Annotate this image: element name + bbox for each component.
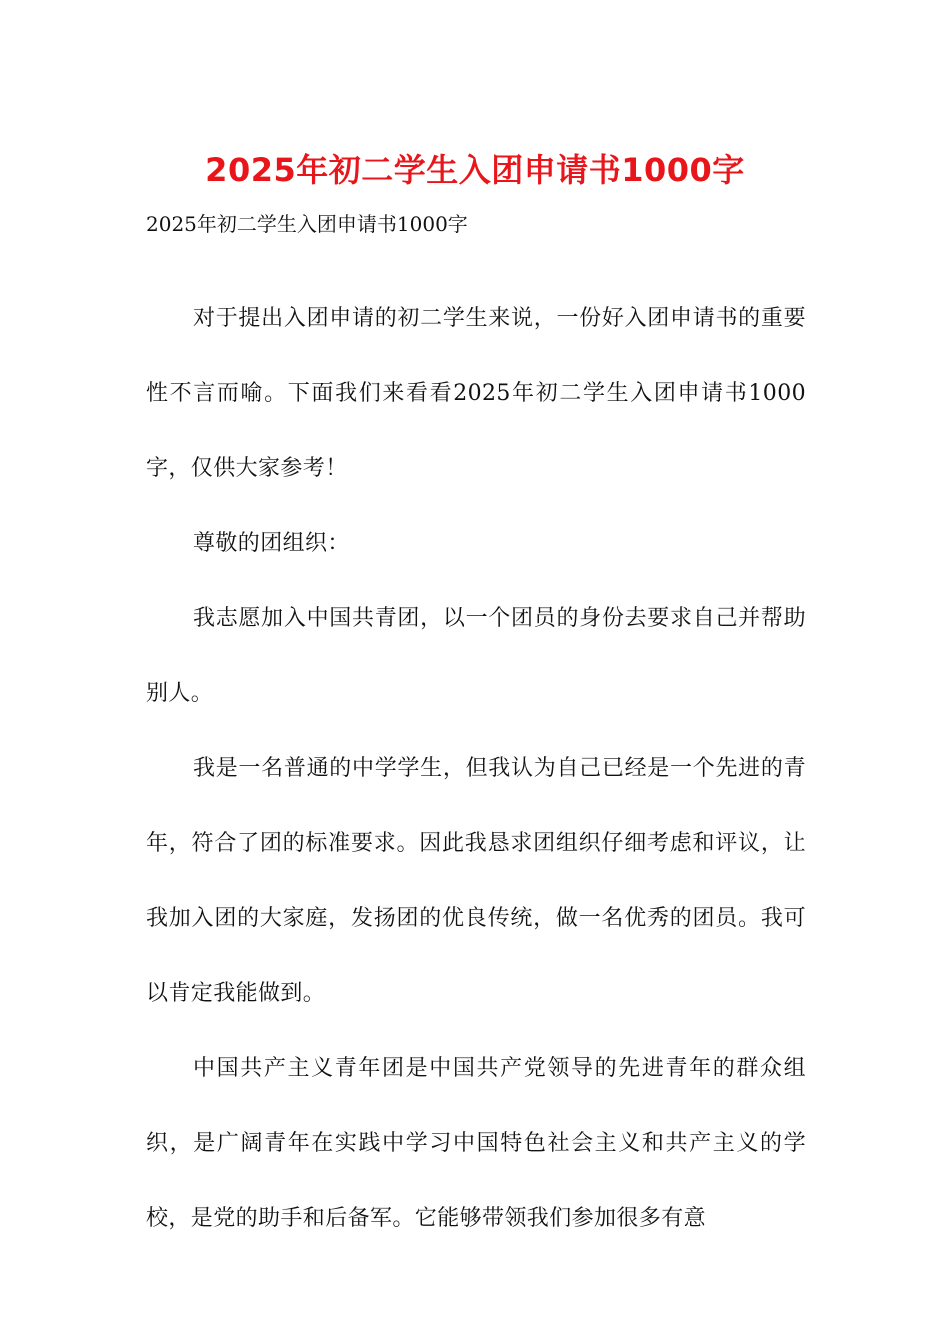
document-subtitle: 2025年初二学生入团申请书1000字 [146,212,468,236]
document-title: 2025年初二学生入团申请书1000字 [205,151,745,189]
paragraph-intro: 对于提出入团申请的初二学生来说，一份好入团申请书的重要性不言而喻。下面我们来看看2025年初二学生入团申请书1000字，仅供大家参考！ [146,306,806,481]
document-body [146,281,806,1256]
paragraph-salutation: 尊敬的团组织： [193,531,350,556]
paragraph-self-description: 我是一名普通的中学学生，但我认为自己已经是一个先进的青年，符合了团的标准要求。因此我恳求团组织仔细考虑和评议，让我加入团的大家庭，发扬团的优良传统，做一名优秀的团员。我可以肯定我能做到。 [146,756,806,1006]
paragraph-league-description: 中国共产主义青年团是中国共产党领导的先进青年的群众组织，是广阔青年在实践中学习中国特色社会主义和共产主义的学校，是党的助手和后备军。它能够带领我们参加很多有意 [146,1056,806,1231]
paragraph-pledge: 我志愿加入中国共青团，以一个团员的身份去要求自己并帮助别人。 [146,606,806,706]
